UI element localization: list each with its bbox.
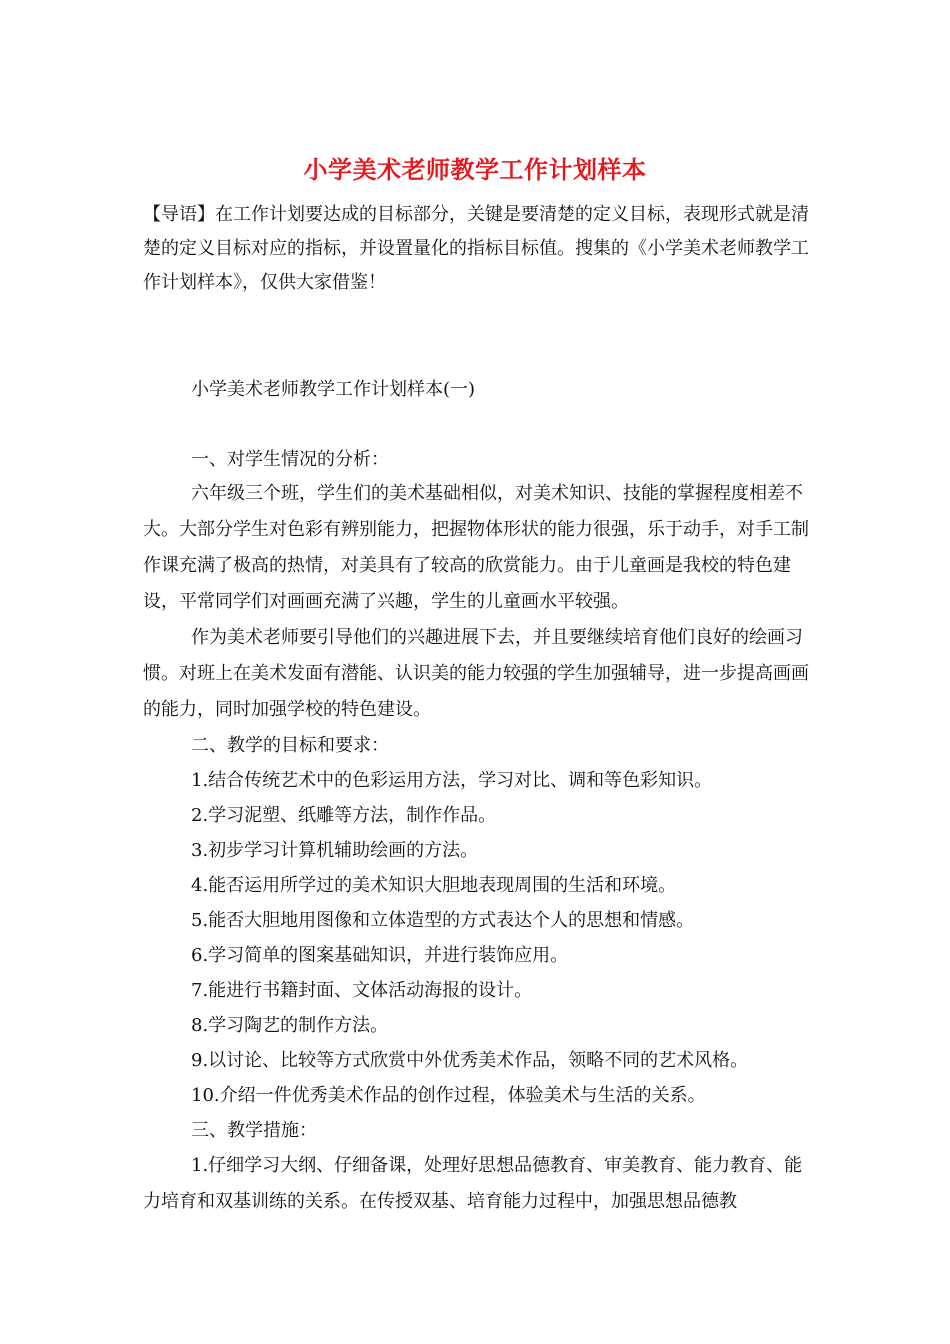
intro-paragraph: 【导语】在工作计划要达成的目标部分，关键是要清楚的定义目标，表现形式就是清楚的定义目标对应的指标，并设置量化的指标目标值。搜集的《小学美术老师教学工作计划样本》，仅供大家借鉴！ [143,204,809,293]
heading-student-analysis: 一、对学生情况的分析： [191,449,389,470]
document-title: 小学美术老师教学工作计划样本 [303,155,647,184]
heading-goals: 二、教学的目标和要求： [191,735,389,756]
goal-item: 3.初步学习计算机辅助绘画的方法。 [191,840,479,861]
heading-measures: 三、教学措施： [191,1120,317,1141]
goal-item: 4.能否运用所学过的美术知识大胆地表现周围的生活和环境。 [191,875,677,896]
paragraph-measures: 1.仔细学习大纲、仔细备课，处理好思想品德教育、审美教育、能力教育、能力培育和双基训练的关系。在传授双基、培育能力过程中，加强思想品德教 [143,1155,803,1212]
goal-item: 1.结合传统艺术中的色彩运用方法，学习对比、调和等色彩知识。 [191,770,713,791]
goal-item: 9.以讨论、比较等方式欣赏中外优秀美术作品，领略不同的艺术风格。 [191,1050,749,1071]
section-title: 小学美术老师教学工作计划样本(一) [191,379,476,400]
paragraph-teacher-guidance: 作为美术老师要引导他们的兴趣进展下去，并且要继续培育他们良好的绘画习惯。对班上在美术发面有潜能、认识美的能力较强的学生加强辅导，进一步提高画画的能力，同时加强学校的特色建设。 [143,627,809,720]
goal-item: 7.能进行书籍封面、文体活动海报的设计。 [191,980,533,1001]
goal-item: 10.介绍一件优秀美术作品的创作过程，体验美术与生活的关系。 [191,1085,706,1106]
paragraph-student-analysis: 六年级三个班，学生们的美术基础相似，对美术知识、技能的掌握程度相差不大。大部分学生对色彩有辨别能力，把握物体形状的能力很强，乐于动手，对手工制作课充满了极高的热情，对美具有了较高的欣赏能力。由于儿童画是我校的特色建设，平常同学们对画画充满了兴趣，学生的儿童画水平较强。 [143,483,809,612]
goal-item: 5.能否大胆地用图像和立体造型的方式表达个人的思想和情感。 [191,910,695,931]
goal-item: 6.学习简单的图案基础知识，并进行装饰应用。 [191,945,569,966]
goal-item: 2.学习泥塑、纸雕等方法，制作作品。 [191,805,497,826]
goal-item: 8.学习陶艺的制作方法。 [191,1015,389,1036]
